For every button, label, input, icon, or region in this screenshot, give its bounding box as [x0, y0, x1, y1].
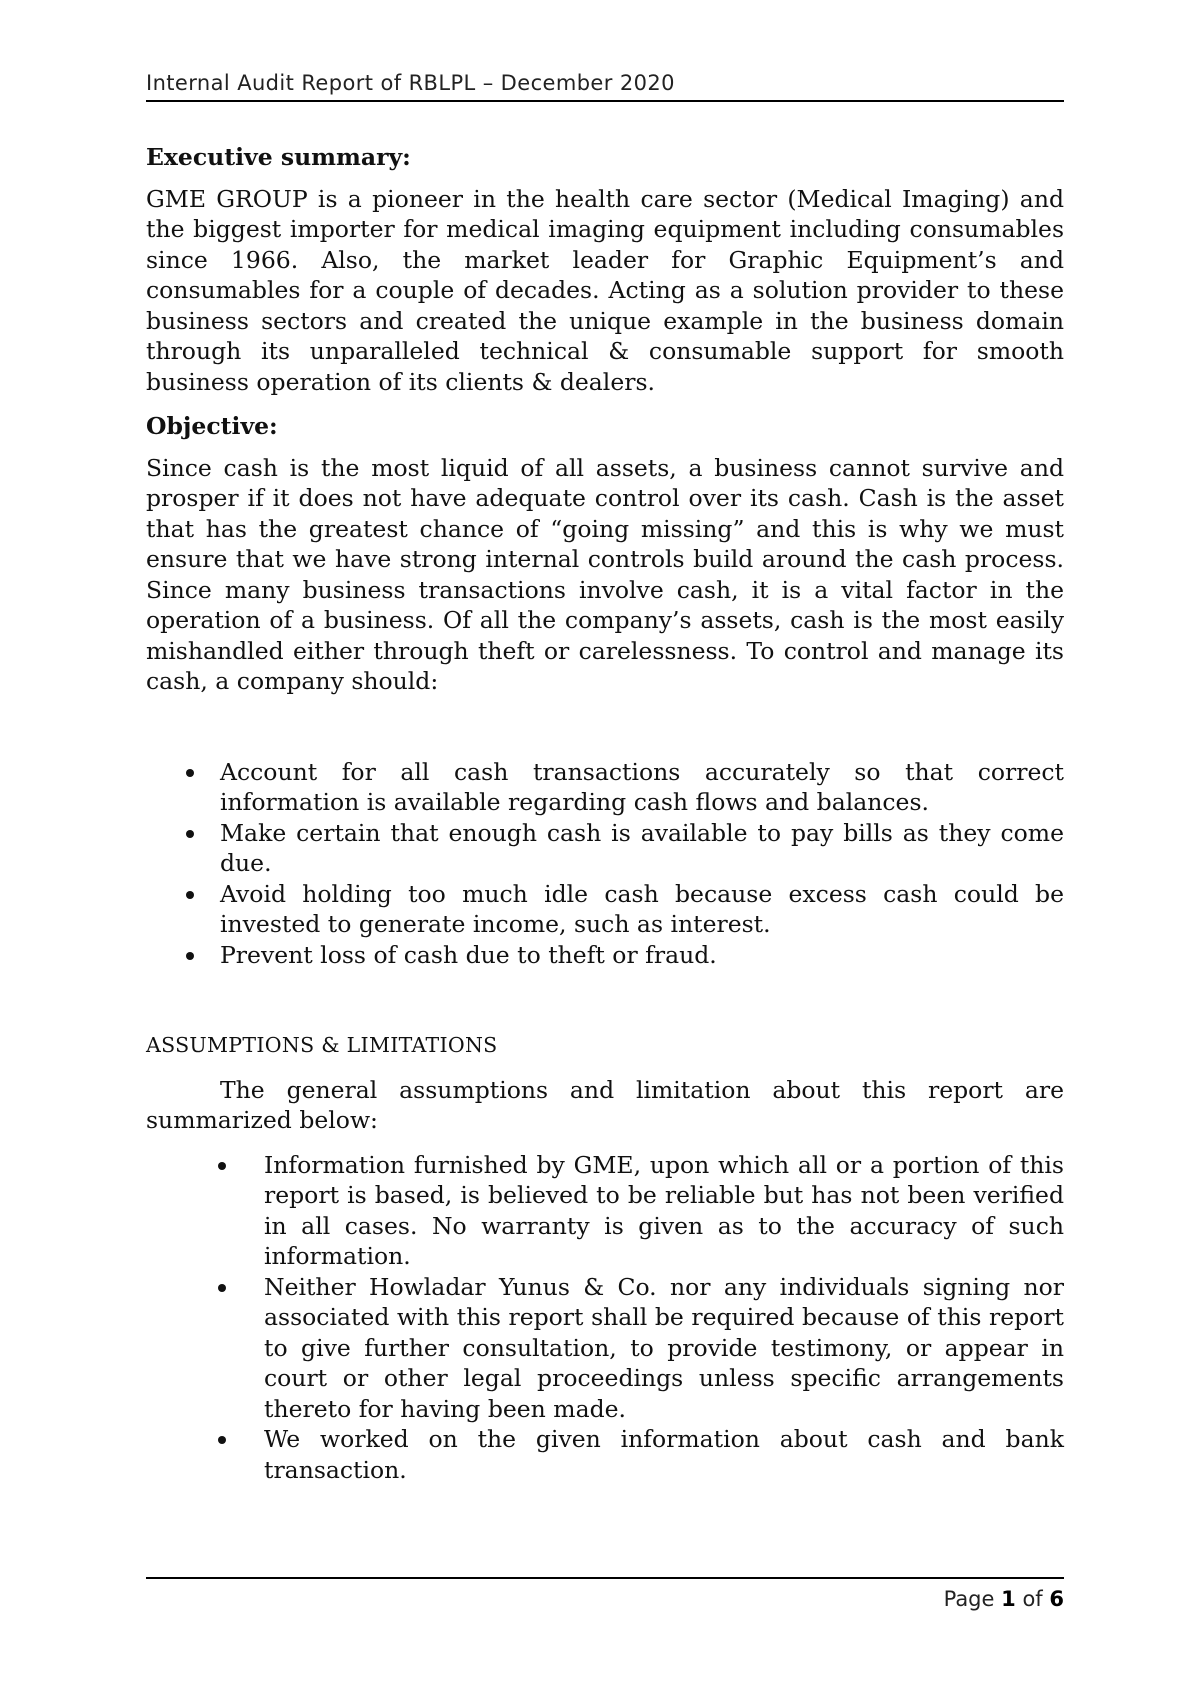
bullet-icon [218, 1284, 226, 1292]
page-content [146, 142, 1064, 1485]
assumptions-heading: ASSUMPTIONS & LIMITATIONS [146, 1033, 498, 1057]
list-item [146, 1150, 1064, 1272]
assumptions-intro: The general assumptions and limitation about this report are summarized below: [146, 1075, 1064, 1134]
objective-bullet-list [146, 757, 1064, 971]
list-item-text: Avoid holding too much idle cash because excess cash could be invested to generate income, such as interest. [220, 879, 1064, 938]
list-item [146, 940, 1064, 971]
footer-rule [146, 1577, 1064, 1579]
objective-body: Since cash is the most liquid of all assets, a business cannot survive and prosper if it does not have adequate control over its cash. Cash is the asset that has the greatest chance of “going missing” and this is why we must ensure that we have strong internal controls build around the cash process. Since many business transactions involve cash, it is a vital factor in the operation of a business. Of all the company’s assets, cash is the most easily mishandled either through theft or carelessness. To control and manage its cash, a company should: [146, 453, 1064, 695]
list-item [146, 1424, 1064, 1485]
list-item [146, 1272, 1064, 1425]
page-current: 1 [1001, 1587, 1016, 1611]
bullet-icon [186, 891, 194, 899]
page-header: Internal Audit Report of RBLPL – December 2020 [146, 70, 1064, 102]
executive-summary-heading: Executive summary: [146, 143, 411, 171]
bullet-icon [186, 769, 194, 777]
objective-heading: Objective: [146, 412, 278, 440]
page-total: 6 [1049, 1587, 1064, 1611]
list-item [146, 818, 1064, 879]
page-word: Page [943, 1587, 995, 1611]
bullet-icon [186, 830, 194, 838]
of-word: of [1022, 1587, 1043, 1611]
assumptions-bullet-list [146, 1150, 1064, 1486]
executive-summary-body: GME GROUP is a pioneer in the health care sector (Medical Imaging) and the biggest importer for medical imaging equipment including consumables since 1966. Also, the market leader for Graphic Equipment’s and consumables for a couple of decades. Acting as a solution provider to these business sectors and created the unique example in the business domain through its unparalleled technical & consumable support for smooth business operation of its clients & dealers. [146, 184, 1064, 396]
bullet-icon [218, 1162, 226, 1170]
bullet-icon [186, 952, 194, 960]
list-item [146, 879, 1064, 940]
list-item-text: Prevent loss of cash due to theft or fraud. [220, 940, 717, 969]
list-item-text: Information furnished by GME, upon which all or a portion of this report is based, is believed to be reliable but has not been verified in all cases. No warranty is given as to the accuracy of such information. [264, 1150, 1064, 1270]
list-item-text: Neither Howladar Yunus & Co. nor any individuals signing nor associated with this report shall be required because of this report to give further consultation, to provide testimony, or appear in court or other legal proceedings unless specific arrangements thereto for having been made. [264, 1272, 1064, 1423]
list-item-text: Make certain that enough cash is available to pay bills as they come due. [220, 818, 1064, 877]
bullet-icon [218, 1436, 226, 1444]
list-item-text: We worked on the given information about cash and bank transaction. [264, 1425, 1064, 1484]
list-item-text: Account for all cash transactions accurately so that correct information is available regarding cash flows and balances. [220, 757, 1064, 816]
page-footer [944, 1587, 1064, 1611]
list-item [146, 757, 1064, 818]
